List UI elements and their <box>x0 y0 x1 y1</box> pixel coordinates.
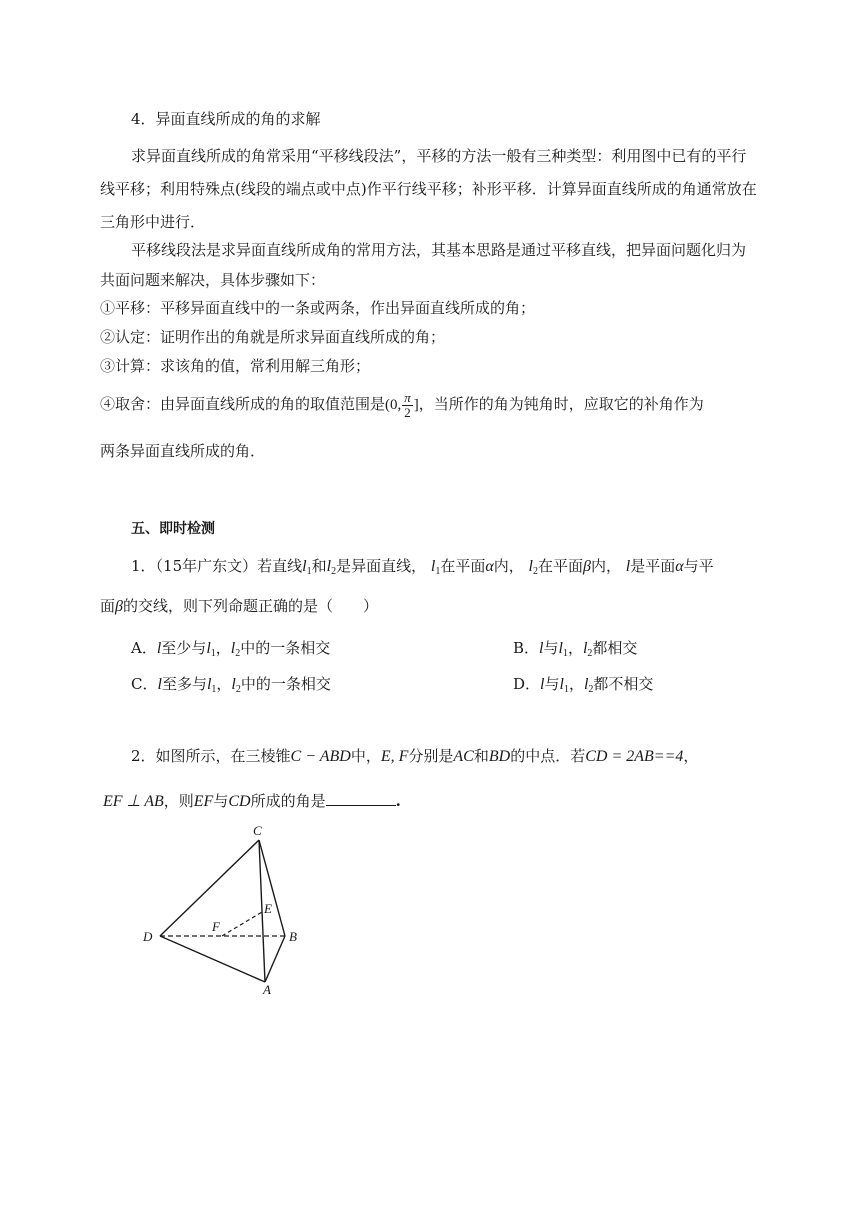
edge-ba <box>265 936 285 982</box>
var-l: l <box>157 676 162 693</box>
q2-mid3: 的中点．若 <box>510 747 586 765</box>
sub-1: 1 <box>306 566 312 577</box>
option-d-mid: 与 <box>544 675 560 693</box>
q2-with: 与 <box>213 792 229 810</box>
step4-text-pre: ④取舍：由异面直线所成的角的取值范围是 <box>100 395 386 413</box>
sub-2: 2 <box>588 684 594 695</box>
points-e-f: E, F <box>380 748 409 765</box>
section4-paragraph1-line3: 三角形中进行． <box>100 213 206 231</box>
comma: ， <box>567 639 583 657</box>
sub-2: 2 <box>532 566 538 577</box>
option-d[interactable] <box>513 673 653 695</box>
q1-are-skew: 是异面直线， <box>336 557 427 575</box>
edge-da <box>160 936 265 982</box>
label-e: E <box>264 901 272 916</box>
var-l: l <box>528 558 533 575</box>
perpendicular-condition: EF ⊥ AB <box>103 793 164 810</box>
option-d-end: 都不相交 <box>593 675 654 693</box>
sub-2: 2 <box>235 684 241 695</box>
sub-1: 1 <box>562 648 568 659</box>
segment-ef: EF <box>193 793 214 810</box>
q2-line2-mid: ，则 <box>163 792 194 810</box>
var-alpha: α <box>485 558 494 575</box>
step-choose <box>100 390 704 420</box>
sub-1: 1 <box>211 684 217 695</box>
var-beta: β <box>115 598 123 615</box>
q2-period: . <box>395 792 401 810</box>
q1-in-plane: 在平面 <box>440 557 486 575</box>
q1-in-plane: 在平面 <box>537 557 583 575</box>
q2-mid1: 中， <box>350 747 381 765</box>
question1-line2 <box>100 596 378 617</box>
section4-paragraph2-line1: 平移线段法是求异面直线所成角的常用方法，其基本思路是通过平移直线，把异面问题化归为 <box>131 241 747 259</box>
var-l: l <box>206 676 212 693</box>
range-open: (0, <box>385 397 402 413</box>
option-c-label: C． <box>131 675 158 693</box>
label-d: D <box>143 929 153 944</box>
option-d-label: D． <box>513 675 541 693</box>
var-l: l <box>302 558 307 575</box>
sub-2: 2 <box>587 648 593 659</box>
q1-in: 内， <box>590 557 621 575</box>
step4-text-post: ，当所作的角为钝角时，应取它的补角作为 <box>418 395 704 413</box>
comma: ， <box>215 639 231 657</box>
range-close: ] <box>413 397 419 413</box>
label-b: B <box>289 929 297 944</box>
length-equation: CD = 2AB==4 <box>585 748 684 765</box>
option-b-label: B． <box>513 639 540 657</box>
option-a-mid: 至少与 <box>161 639 207 657</box>
var-l: l <box>558 640 563 657</box>
var-l: l <box>540 676 545 693</box>
section5-title: 五、即时检测 <box>131 521 215 537</box>
var-l: l <box>206 640 211 657</box>
option-b-mid: 与 <box>543 639 559 657</box>
segment-fe-hidden <box>222 912 262 936</box>
segment-cd: CD <box>228 793 251 810</box>
q2-and: 和 <box>473 747 489 765</box>
q1-is-plane: 是平面 <box>630 557 676 575</box>
option-c[interactable] <box>131 673 331 695</box>
var-l: l <box>430 558 436 575</box>
var-alpha: α <box>675 558 684 575</box>
q2-line2-post: 所成的角是 <box>250 792 326 810</box>
comma: ， <box>568 675 584 693</box>
var-l: l <box>231 676 236 693</box>
var-l: l <box>156 640 162 657</box>
label-f: F <box>212 919 220 934</box>
pyramid-name: C − ABD <box>290 748 351 765</box>
q2-mid2: 分别是 <box>408 747 454 765</box>
answer-blank[interactable] <box>326 791 396 806</box>
var-l: l <box>583 676 589 693</box>
sub-2: 2 <box>331 566 337 577</box>
option-b[interactable] <box>513 637 637 659</box>
option-a-end: 中的一条相交 <box>240 639 331 657</box>
option-a-label: A． <box>131 639 157 657</box>
q1-prefix: 1．（15年广东文）若直线 <box>131 557 303 575</box>
question2-line2 <box>103 791 401 812</box>
section4-paragraph1-line2: 线平移；利用特殊点(线段的端点或中点)作平行线平移；补形平移．计算异面直线所成的角通常放在 <box>100 180 757 198</box>
label-a: A <box>263 982 271 997</box>
var-l: l <box>230 640 236 657</box>
question2-line1 <box>131 746 698 767</box>
option-c-end: 中的一条相交 <box>240 675 331 693</box>
q2-prefix: 2．如图所示，在三棱锥 <box>131 747 291 765</box>
q1-in: 内， <box>493 557 524 575</box>
var-l: l <box>326 558 332 575</box>
option-a[interactable] <box>131 637 330 659</box>
var-l: l <box>625 558 631 575</box>
section4-title: 4．异面直线所成的角的求解 <box>131 110 321 128</box>
section4-paragraph1-line1: 求异面直线所成的角常采用“平移线段法”，平移的方法一般有三种类型：利用图中已有的平行 <box>131 147 747 165</box>
var-l: l <box>582 640 588 657</box>
q1-line2-post: 的交线，则下列命题正确的是（ ） <box>122 597 378 615</box>
step4-line2: 两条异面直线所成的角． <box>100 442 266 460</box>
step-translate: ①平移：平移异面直线中的一条或两条，作出异面直线所成的角； <box>100 299 536 317</box>
var-l: l <box>539 640 544 657</box>
sub-2: 2 <box>235 648 241 659</box>
q1-and: 和 <box>311 557 327 575</box>
step-confirm: ②认定：证明作出的角就是所求异面直线所成的角； <box>100 328 446 346</box>
var-beta: β <box>583 558 591 575</box>
pi-over-2-fraction <box>402 391 413 420</box>
segment-ac: AC <box>453 748 474 765</box>
fraction-numerator: π <box>404 389 411 405</box>
fraction-denominator: 2 <box>404 404 411 420</box>
var-l: l <box>559 676 564 693</box>
q1-with: 与平 <box>683 557 714 575</box>
sub-1: 1 <box>210 648 216 659</box>
option-c-mid: 至多与 <box>161 675 207 693</box>
sub-1: 1 <box>435 566 441 577</box>
pyramid-figure <box>138 818 318 998</box>
edge-cd <box>160 840 259 936</box>
section4-paragraph2-line2: 共面问题来解决，具体步骤如下： <box>100 271 326 289</box>
label-c: C <box>253 823 262 838</box>
comma: ， <box>683 747 699 765</box>
question1-line1 <box>131 556 714 582</box>
step-calculate: ③计算：求该角的值，常利用解三角形； <box>100 357 371 375</box>
segment-bd: BD <box>488 748 511 765</box>
comma: ， <box>216 675 232 693</box>
sub-1: 1 <box>563 684 569 695</box>
q1-line2-pre: 面 <box>100 597 116 615</box>
option-b-end: 都相交 <box>592 639 638 657</box>
